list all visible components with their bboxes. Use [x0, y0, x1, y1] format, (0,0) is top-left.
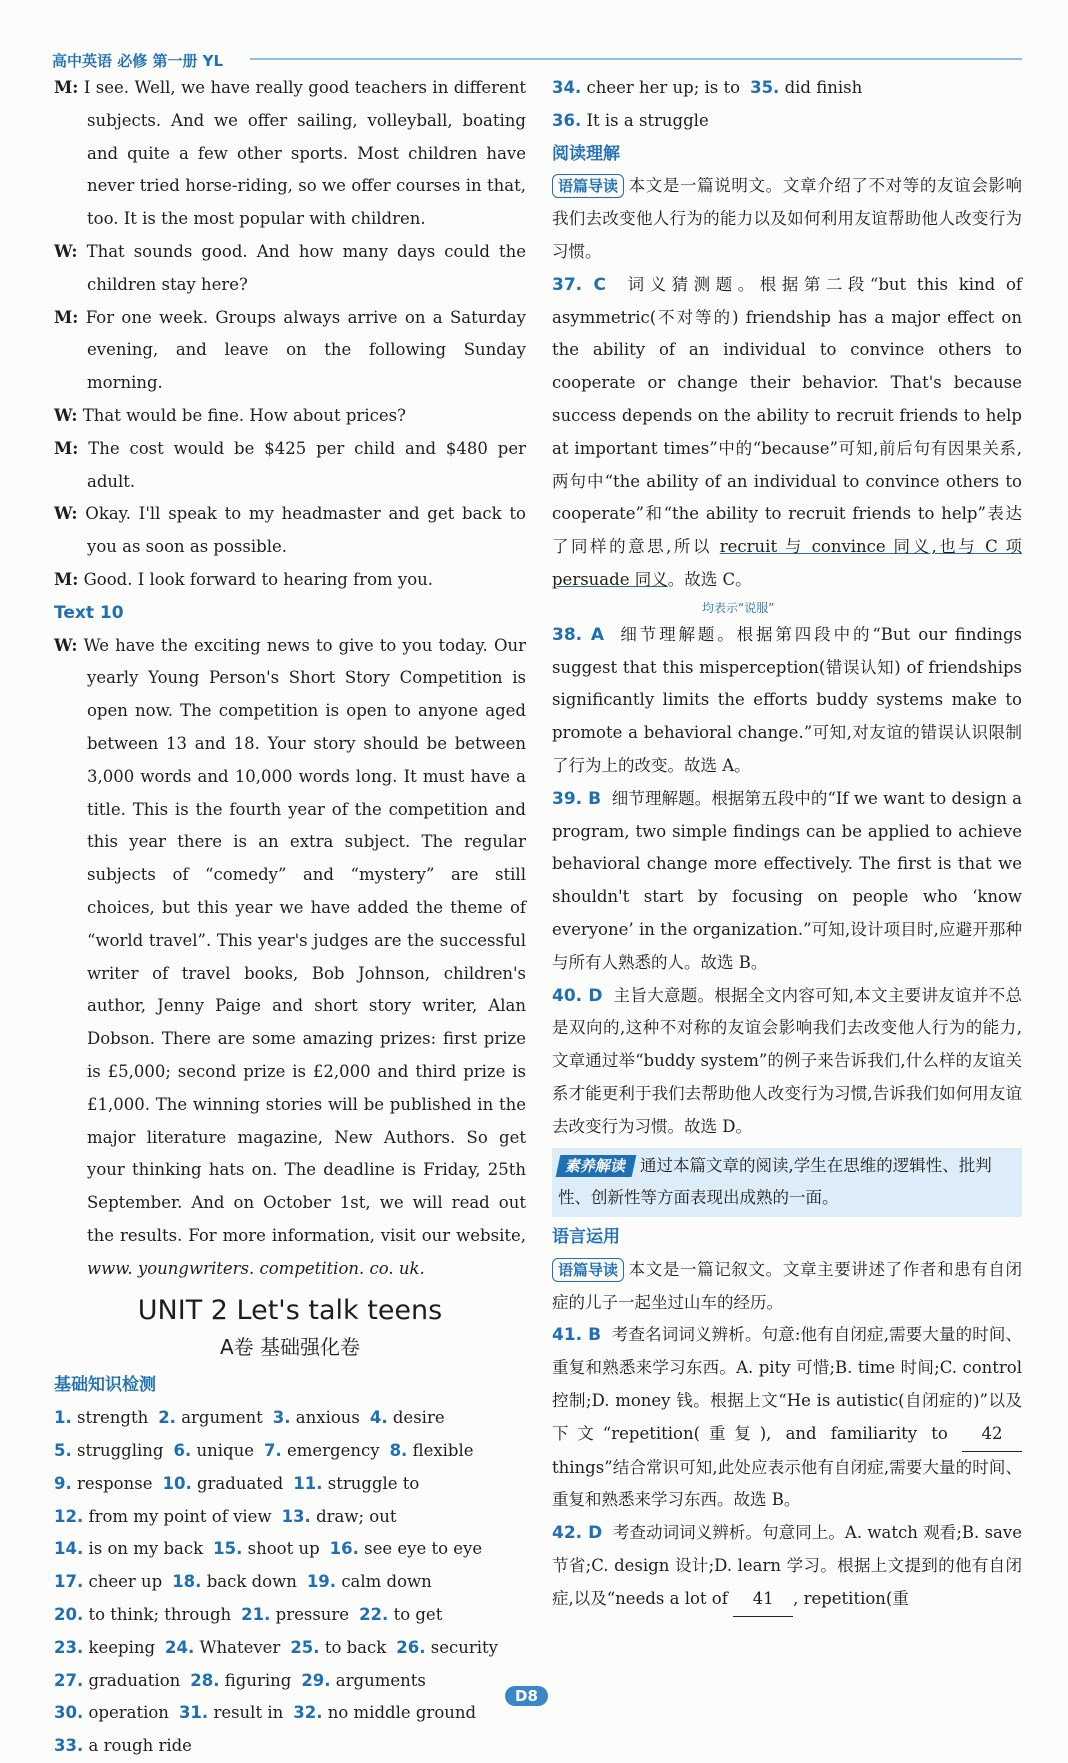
reading-heading: 阅读理解	[552, 143, 620, 164]
speaker-label: M:	[54, 78, 79, 97]
dialogue-line	[54, 433, 526, 499]
reading-guide: 语篇导读 本文是一篇说明文。文章介绍了不对等的友谊会影响我们去改变他人行为的能力以及如何利用友谊帮助他人改变行为习惯。	[552, 176, 1022, 261]
vocab-number: 28.	[190, 1670, 220, 1690]
vocab-answer-item	[552, 105, 709, 138]
vocab-answer-item	[179, 1697, 283, 1730]
vocab-answer-item	[54, 1632, 155, 1665]
literacy-box: 素养解读 通过本篇文章的阅读,学生在思维的逻辑性、批判性、创新性等方面表现出成熟的一面。	[552, 1148, 1022, 1218]
website-url: www. youngwriters. competition. co. uk.	[87, 1258, 425, 1278]
speaker-label: W:	[54, 241, 78, 261]
vocab-number: 7.	[263, 1441, 282, 1461]
vocab-answers-cont	[552, 72, 1022, 138]
vocab-answer: figuring	[224, 1670, 292, 1690]
vocab-answer: draw; out	[316, 1506, 397, 1526]
vocab-answer: anxious	[295, 1408, 360, 1428]
vocab-number: 34.	[552, 78, 582, 97]
vocab-number: 23.	[54, 1637, 84, 1657]
vocab-answer: keeping	[88, 1637, 156, 1657]
vocab-answer-item	[330, 1533, 482, 1566]
vocab-number: 22.	[359, 1605, 389, 1625]
dialogue-text: For one week. Groups always arrive on a Saturday evening, and leave on the following Sunday morning.	[85, 307, 527, 393]
vocab-answer-item	[213, 1533, 320, 1566]
vocab-answer: cheer her up; is to	[586, 78, 741, 97]
vocab-answer-item	[173, 1435, 253, 1468]
vocab-number: 35.	[750, 78, 780, 97]
vocab-answer-item	[165, 1632, 280, 1665]
vocab-answer: to back	[324, 1637, 387, 1657]
vocab-answer-item	[290, 1632, 386, 1665]
vocab-number: 11.	[293, 1473, 323, 1493]
vocab-number: 5.	[54, 1441, 72, 1461]
vocab-answer-item	[301, 1665, 426, 1698]
vocab-number: 33.	[54, 1736, 84, 1756]
dialogue-text: Good. I look forward to hearing from you.	[83, 569, 434, 589]
literacy-badge: 素养解读	[556, 1155, 637, 1177]
vocab-answers	[54, 1402, 526, 1763]
vocab-number: 30.	[54, 1703, 84, 1723]
vocab-answer-item	[396, 1632, 498, 1665]
dialogue-text9	[54, 72, 526, 597]
vocab-number: 15.	[213, 1539, 243, 1559]
vocab-answer: cheer up	[88, 1572, 163, 1592]
vocab-answer-item	[370, 1402, 445, 1435]
vocab-answer: strength	[77, 1408, 149, 1428]
answer-41: 41. B 考查名词词义辨析。句意:他有自闭症,需要大量的时间、重复和熟悉来学习东西。A. pity 可惜;B. time 时间;C. control 控制;D. money 钱。根据上文“He is autistic(自闭症的)”以及下文“repetition(重复), and familiarity to 42 things”结合常识可知,此处应表示他有自闭症,需要大量的时间、重复和熟悉来学习东西。故选 B。	[552, 1325, 1022, 1510]
vocab-answer-item	[750, 72, 862, 105]
vocab-number: 29.	[301, 1670, 331, 1690]
dialogue-text: Okay. I'll speak to my headmaster and get back to you as soon as possible.	[85, 504, 526, 557]
vocab-answer: graduation	[88, 1670, 181, 1690]
speaker-label: W:	[54, 635, 78, 655]
vocab-answer-item	[54, 1599, 231, 1632]
answer-37: 37. C 词义猜测题。根据第二段“but this kind of asymmetric(不对等的) friendship has a major effect on the ability of an individual to convince others to cooperate or change their behavior. That's because success depends on the ability to recruit friends to help at important times”中的“because”可知,前后句有因果关系,两句中“the ability of an individual to convince others to cooperate”和“the ability to recruit friends to help”表达了同样的意思,所以 recruit 与 convince 同义,也与 C 项 persuade 同义。故选 C。	[552, 274, 1022, 589]
vocab-number: 27.	[54, 1670, 84, 1690]
vocab-answer: back down	[206, 1572, 297, 1592]
vocab-answer: struggling	[77, 1441, 164, 1461]
vocab-answer-item	[190, 1665, 291, 1698]
vocab-heading: 基础知识检测	[54, 1375, 156, 1396]
dialogue-line	[54, 72, 526, 236]
vocab-answer-item	[54, 1501, 272, 1534]
vocab-number: 20.	[54, 1605, 84, 1625]
dialogue-text: That would be fine. How about prices?	[82, 405, 406, 425]
vocab-answer: Whatever	[199, 1637, 281, 1657]
speaker-label: M:	[54, 569, 79, 589]
vocab-answer: result in	[213, 1703, 284, 1723]
vocab-answer: graduated	[196, 1473, 284, 1493]
vocab-answer-item	[54, 1468, 152, 1501]
vocab-answer: a rough ride	[88, 1736, 192, 1756]
vocab-answer-item	[359, 1599, 442, 1632]
speaker-label: M:	[54, 438, 79, 458]
vocab-answer: see eye to eye	[364, 1539, 483, 1559]
vocab-answer: desire	[392, 1408, 445, 1428]
vocab-number: 10.	[162, 1473, 192, 1493]
vocab-answer-item	[158, 1402, 263, 1435]
vocab-answer: did finish	[784, 78, 863, 97]
vocab-number: 13.	[281, 1506, 311, 1526]
vocab-answer: no middle ground	[327, 1703, 477, 1723]
speaker-label: W:	[54, 405, 78, 425]
vocab-answer: is on my back	[88, 1539, 204, 1559]
vocab-answer-item	[293, 1468, 419, 1501]
vocab-number: 24.	[165, 1637, 195, 1657]
vocab-answer-item	[293, 1697, 476, 1730]
vocab-answer-item	[241, 1599, 349, 1632]
dialogue-text: I see. Well, we have really good teachers in different subjects. And we offer sailing, volleyball, boating and quite a few other sports. Most children have never tried horse-riding, so we offer courses in that, too. It is the most popular with children.	[83, 78, 527, 229]
vocab-answer-item	[54, 1533, 203, 1566]
text10-paragraph	[54, 630, 526, 1286]
answer-40: 40. D 主旨大意题。根据全文内容可知,本文主要讲友谊并不总是双向的,这种不对称的友谊会影响我们去改变他人行为的能力,文章通过举“buddy system”的例子来告诉我们,什么样的友谊关系才能更利于我们去帮助他人改变行为习惯,告诉我们如何用友谊去改变行为习惯。故选 D。	[552, 985, 1022, 1136]
dialogue-line	[54, 400, 526, 433]
vocab-answer: arguments	[335, 1670, 426, 1690]
vocab-answer-item	[162, 1468, 283, 1501]
vocab-answer-item	[54, 1730, 192, 1763]
guide-tag: 语篇导读	[552, 174, 624, 198]
vocab-number: 25.	[290, 1637, 320, 1657]
vocab-number: 3.	[272, 1408, 291, 1428]
answer-38: 38. A 细节理解题。根据第四段中的“But our findings suggest that this misperception(错误认知) of friendships significantly limits the efforts buddy systems make to promote a behavioral change.”可知,对友谊的错误认识限制了行为上的改变。故选 A。	[552, 624, 1022, 775]
vocab-answer-item	[552, 72, 740, 105]
vocab-number: 21.	[241, 1605, 271, 1625]
vocab-answer: struggle to	[327, 1473, 420, 1493]
language-heading: 语言运用	[552, 1227, 620, 1248]
header-rule	[250, 58, 1022, 60]
vocab-answer-item	[264, 1435, 380, 1468]
left-column	[54, 72, 526, 1763]
vocab-answer: security	[430, 1637, 498, 1657]
vocab-answer-item	[54, 1435, 163, 1468]
text10-heading: Text 10	[54, 602, 124, 623]
vocab-number: 1.	[54, 1408, 72, 1428]
page-number: D8	[505, 1686, 548, 1706]
vocab-number: 16.	[329, 1539, 359, 1559]
vocab-number: 14.	[54, 1539, 84, 1559]
vocab-number: 19.	[306, 1572, 337, 1592]
vocab-answer: calm down	[341, 1572, 432, 1592]
language-guide: 语篇导读 本文是一篇记叙文。文章主要讲述了作者和患有自闭症的儿子一起坐过山车的经历。	[552, 1259, 1022, 1312]
dialogue-line	[54, 498, 526, 564]
vocab-number: 9.	[54, 1473, 72, 1493]
dialogue-text: That sounds good. And how many days could the children stay here?	[86, 241, 526, 294]
vocab-answer: operation	[88, 1703, 169, 1723]
vocab-answer-item	[390, 1435, 474, 1468]
text10-body: We have the exciting news to give to you today. Our yearly Young Person's Short Story Competition is open now. The competition is open to anyone aged between 13 and 18. Your story should be between 3,000 words and 10,000 words long. It must have a title. This is the fourth year of the competition and this year there is an extra subject. The regular subjects of “comedy” and “mystery” are still choices, but this year we have added the theme of “world travel”. This year's judges are the successful writer of travel books, Bob Johnson, children's author, Jenny Paige and short story writer, Alan Dobson. There are some amazing prizes: first prize is £5,000; second prize is £2,000 and third prize is £1,000. The winning stories will be published in the major literature magazine, New Authors. So get your thinking hats on. The deadline is Friday, 25th September. And on October 1st, we will read out the results. For more information, visit our website,	[83, 635, 526, 1245]
unit-title: UNIT 2 Let's talk teens	[137, 1295, 443, 1327]
dialogue-line	[54, 236, 526, 302]
vocab-number: 31.	[178, 1703, 209, 1723]
vocab-number: 2.	[158, 1408, 176, 1428]
vocab-number: 36.	[552, 110, 582, 130]
vocab-number: 18.	[172, 1572, 202, 1592]
vocab-answer: flexible	[412, 1441, 474, 1461]
vocab-number: 6.	[173, 1441, 192, 1461]
vocab-answer: shoot up	[247, 1539, 320, 1559]
dialogue-line	[54, 564, 526, 597]
dialogue-text: The cost would be $425 per child and $480 per adult.	[87, 438, 526, 491]
vocab-answer: response	[77, 1473, 153, 1493]
vocab-answer-item	[54, 1665, 180, 1698]
vocab-number: 32.	[293, 1703, 323, 1723]
guide-tag: 语篇导读	[552, 1258, 624, 1282]
vocab-answer: emergency	[286, 1441, 380, 1461]
vocab-answer: to think; through	[88, 1605, 232, 1625]
vocab-answer-item	[172, 1566, 297, 1599]
handwritten-note: 均表示“说服”	[702, 600, 775, 615]
vocab-answer-item	[54, 1566, 162, 1599]
vocab-answer: argument	[181, 1408, 263, 1428]
vocab-number: 17.	[54, 1572, 84, 1592]
vocab-answer: It is a struggle	[586, 110, 709, 130]
vocab-number: 8.	[389, 1441, 408, 1461]
vocab-answer: to get	[393, 1605, 443, 1625]
vocab-answer: from my point of view	[88, 1506, 272, 1526]
vocab-number: 4.	[369, 1408, 388, 1428]
right-column	[552, 72, 1022, 1617]
series-header: 高中英语 必修 第一册 YL	[52, 52, 224, 70]
vocab-number: 12.	[54, 1506, 84, 1526]
vocab-answer-item	[273, 1402, 360, 1435]
vocab-answer: unique	[196, 1441, 254, 1461]
vocab-answer-item	[54, 1402, 148, 1435]
dialogue-line	[54, 302, 526, 400]
vocab-answer-item	[282, 1501, 397, 1534]
speaker-label: W:	[54, 504, 78, 524]
answer-42: 42. D 考查动词词义辨析。句意同上。A. watch 观看;B. save 节省;C. design 设计;D. learn 学习。根据上文提到的他有自闭症,以及“needs a lot of 41 , repetition(重	[552, 1517, 1022, 1616]
vocab-answer: pressure	[275, 1605, 350, 1625]
unit-subtitle: A卷 基础强化卷	[219, 1335, 361, 1360]
speaker-label: M:	[54, 307, 79, 327]
vocab-number: 26.	[396, 1637, 426, 1657]
vocab-answer-item	[54, 1697, 169, 1730]
vocab-answer-item	[307, 1566, 432, 1599]
answer-39: 39. B 细节理解题。根据第五段中的“If we want to design a program, two simple findings can be applied to achieve behavioral change more effectively. The first is that we shouldn't start by focusing on people who ‘know everyone’ in the organization.”可知,设计项目时,应避开那种与所有人熟悉的人。故选 B。	[552, 788, 1022, 972]
